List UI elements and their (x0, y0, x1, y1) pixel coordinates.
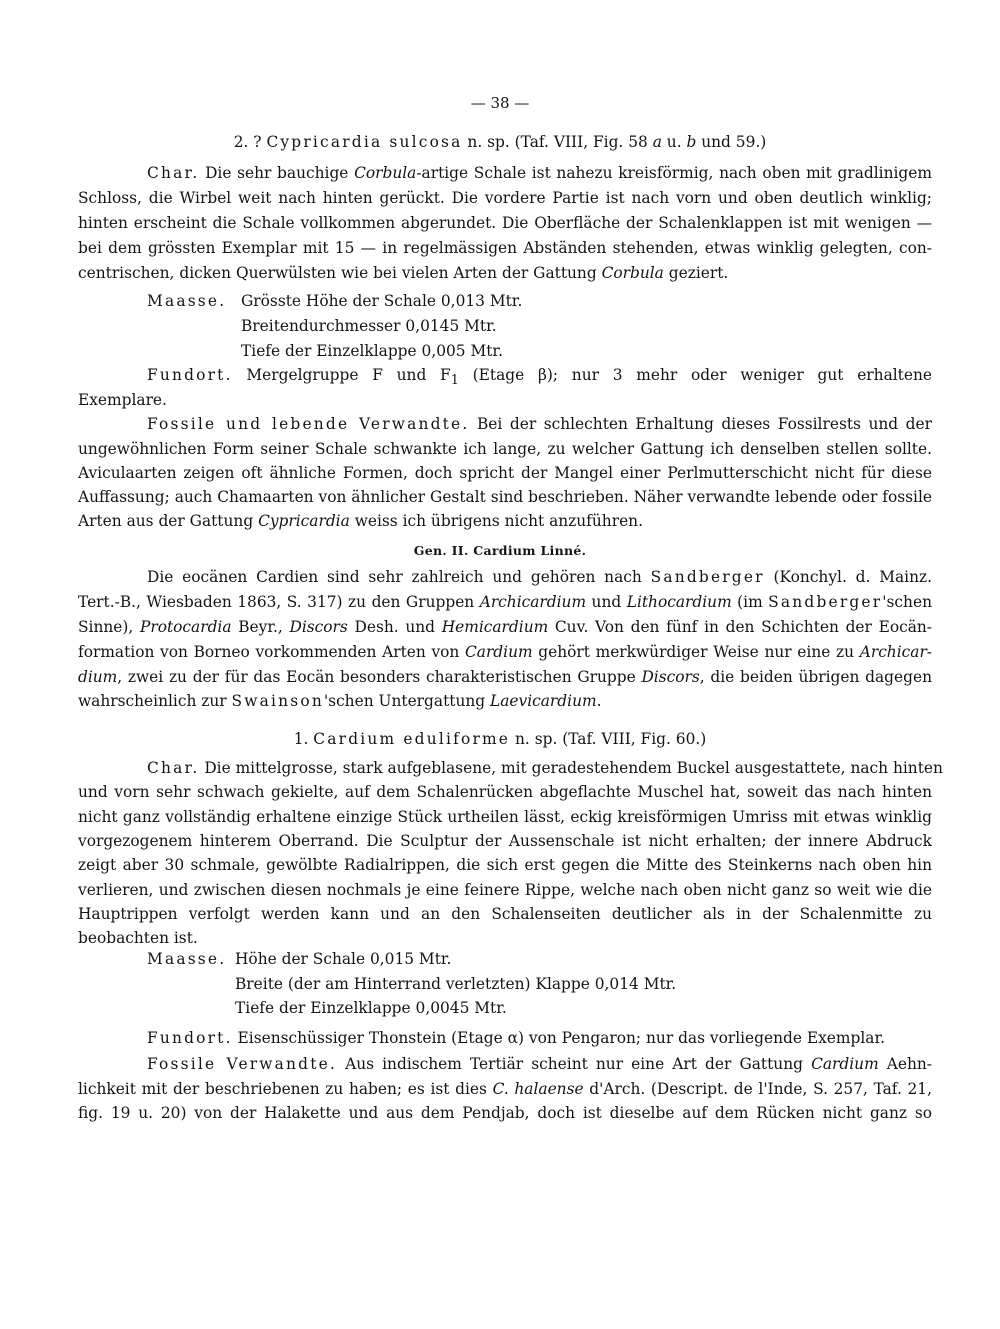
fossile-line-5: Arten aus der Gattung Cypricardia weiss ich übrigens nicht anzuführen. (78, 512, 643, 530)
cardium-char-line-6: verlieren, und zwischen diesen nochmals je eine feinere Rippe, welche nach oben nicht ganz so weit wie die (78, 881, 932, 899)
genus-line-2: Tert.-B., Wiesbaden 1863, S. 317) zu den Gruppen Archicardium und Lithocardium (im Sandberger'schen (78, 593, 932, 611)
fossile-line-2: ungewöhnlichen Form seiner Schale schwankte ich lange, zu welcher Gattung ich denselben stellen sollte. (78, 440, 932, 458)
cardium-maasse-label: Maasse. (147, 950, 227, 968)
fossile-line-1: Fossile und lebende Verwandte. Bei der schlechten Erhaltung dieses Fossilrests und der (147, 415, 932, 433)
fundort-line-1: Fundort. Mergelgruppe F und $F_1$ (Etage β); nur 3 mehr oder weniger gut erhaltene (147, 366, 932, 389)
cardium-char-line-5: zeigt aber 30 schmale, gewölbte Radialrippen, die sich erst gegen die Mitte des Steinkerns nach oben hin (78, 856, 932, 874)
maasse-value-3: Tiefe der Einzelklappe 0,005 Mtr. (241, 342, 503, 360)
char-line-2: Schloss, die Wirbel weit nach hinten gerückt. Die vordere Partie ist nach vorn und oben deutlich winklig; (78, 189, 932, 207)
genus-line-3: Sinne), Protocardia Beyr., Discors Desh. und Hemicardium Cuv. Von den fünf in den Schichten der Eocän- (78, 618, 932, 636)
cardium-char-line-7: Hauptrippen verfolgt werden kann und an den Schalenseiten deutlicher als in der Schalenmitte zu (78, 905, 932, 923)
cardium-fossile-line-2: lichkeit mit der beschriebenen zu haben; es ist dies C. halaense d'Arch. (Descript. de l'Inde, S. 257, Taf. 21, (78, 1080, 932, 1098)
cardium-fundort: Fundort. Eisenschüssiger Thonstein (Etage α) von Pengaron; nur das vorliegende Exemplar. (147, 1029, 886, 1047)
genus-line-1: Die eocänen Cardien sind sehr zahlreich und gehören nach Sandberger (Konchyl. d. Mainz. (147, 568, 932, 586)
fossile-line-3: Aviculaarten zeigen oft ähnliche Formen, doch spricht der Mangel einer Perlmutterschicht nicht für diese (78, 464, 932, 482)
maasse-value-1: Grösste Höhe der Schale 0,013 Mtr. (241, 292, 523, 310)
char-line-3: hinten erscheint die Schale vollkommen abgerundet. Die Oberfläche der Schalenklappen ist mit wenigen — (78, 214, 932, 232)
cardium-char-line-2: und vorn sehr schwach gekielte, auf dem Schalenrücken abgeflachte Muschel hat, soweit das nach hinten (78, 783, 932, 801)
species-heading-cypricardia: 2. ? Cypricardia sulcosa n. sp. (Taf. VIII, Fig. 58 a u. b und 59.) (233, 133, 767, 151)
genus-line-6: wahrscheinlich zur Swainson'schen Untergattung Laevicardium. (78, 692, 602, 710)
char-line-4: bei dem grössten Exemplar mit 15 — in regelmässigen Abständen stehenden, etwas winklig gelegten, con- (78, 239, 932, 257)
maasse-value-2: Breitendurchmesser 0,0145 Mtr. (241, 317, 497, 335)
fundort-line-2: Exemplare. (78, 391, 167, 409)
cardium-fossile-line-3: fig. 19 u. 20) von der Halakette und aus dem Pendjab, doch ist dieselbe auf dem Rücken nicht ganz so (78, 1104, 932, 1122)
char-label: Char. (147, 164, 200, 182)
cardium-maasse-value-1: Höhe der Schale 0,015 Mtr. (235, 950, 452, 968)
cardium-char-line-3: nicht ganz vollständig erhaltene einzige Stück urtheilen lässt, eckig kreisförmigen Umriss mit etwas winklig (78, 808, 932, 826)
cardium-maasse-value-3: Tiefe der Einzelklappe 0,0045 Mtr. (235, 999, 507, 1017)
cardium-char-line-1: Char. Die mittelgrosse, stark aufgeblasene, mit geradestehendem Buckel ausgestattete, nach hinten (147, 759, 943, 777)
fossile-line-4: Auffassung; auch Chamaarten von ähnlicher Gestalt sind beschrieben. Näher verwandte lebende oder fossile (78, 488, 932, 506)
maasse-label: Maasse. (147, 292, 227, 310)
page-number: — 38 — (470, 94, 530, 112)
char-line-5: centrischen, dicken Querwülsten wie bei vielen Arten der Gattung Corbula geziert. (78, 264, 729, 282)
genus-line-4: formation von Borneo vorkommenden Arten von Cardium gehört merkwürdiger Weise nur eine zu Archicar- (78, 643, 932, 661)
genus-line-5: dium, zwei zu der für das Eocän besonders charakteristischen Gruppe Discors, die beiden übrigen dagegen (78, 668, 932, 686)
cardium-char-line-4: vorgezogenem hinterem Oberrand. Die Sculptur der Aussenschale ist nicht erhalten; der innere Abdruck (78, 832, 932, 850)
cardium-char-line-8: beobachten ist. (78, 929, 198, 947)
genus-heading: Gen. II. Cardium Linné. (413, 543, 587, 558)
cardium-fossile-line-1: Fossile Verwandte. Aus indischem Tertiär scheint nur eine Art der Gattung Cardium Aehn- (147, 1055, 933, 1073)
char-line-1: Char. Die sehr bauchige Corbula-artige Schale ist nahezu kreisförmig, nach oben mit gradlinigem (147, 164, 932, 182)
species-heading-cardium: 1. Cardium eduliforme n. sp. (Taf. VIII, Fig. 60.) (293, 730, 707, 748)
cardium-maasse-value-2: Breite (der am Hinterrand verletzten) Klappe 0,014 Mtr. (235, 975, 677, 993)
